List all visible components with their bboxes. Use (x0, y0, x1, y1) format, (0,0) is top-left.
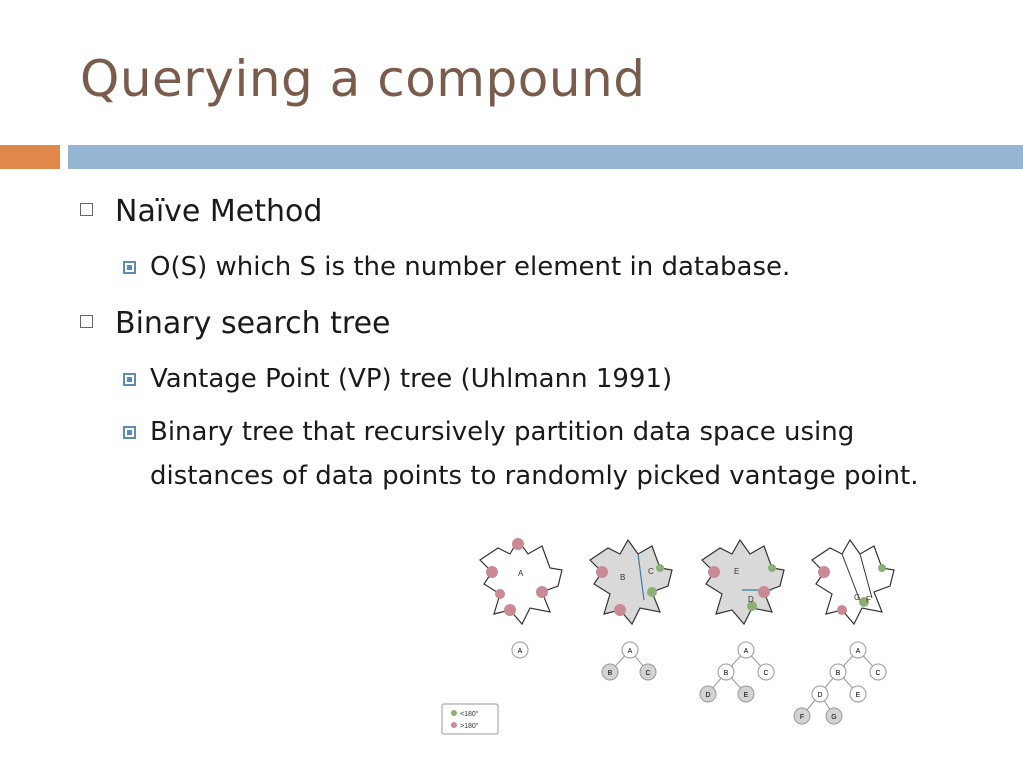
space-panel-2 (590, 540, 672, 624)
svg-text:C: C (645, 670, 651, 677)
svg-text:A: A (855, 648, 861, 655)
space-panel-3 (702, 540, 784, 624)
legend-label: >180° (460, 723, 479, 730)
bullet-binary-search-tree: Binary search tree (115, 306, 390, 341)
svg-text:A: A (517, 648, 523, 655)
slide-title: Querying a compound (80, 50, 646, 108)
svg-text:F: F (799, 714, 805, 721)
svg-text:D: D (705, 692, 711, 699)
tree-2 (602, 642, 656, 680)
vp-tree-figure (440, 530, 910, 740)
bullet-naive-method: Naïve Method (115, 194, 322, 229)
sub-bullet-complexity: O(S) which S is the number element in database. (150, 245, 950, 289)
svg-text:C: C (763, 670, 769, 677)
sub-bullet-vp-description: Binary tree that recursively partition data space using distances of data points to randomly picked vantage point. (150, 410, 970, 498)
legend-label: <180° (460, 711, 479, 718)
region-label: B (620, 573, 626, 582)
svg-text:B: B (607, 670, 613, 677)
space-panel-4 (812, 540, 894, 624)
obtuse-angle-icon (451, 722, 457, 728)
region-label: F (866, 595, 871, 604)
sub-bullet-icon (123, 426, 136, 439)
region-label: C (648, 567, 654, 576)
region-label: D (748, 595, 754, 604)
region-label: A (518, 569, 524, 578)
sub-bullet-icon (123, 261, 136, 274)
bullet-square-icon (80, 203, 93, 216)
sub-bullet-vp-tree: Vantage Point (VP) tree (Uhlmann 1991) (150, 357, 970, 401)
bullet-square-icon (80, 315, 93, 328)
space-panel-1 (480, 538, 562, 624)
svg-text:A: A (743, 648, 749, 655)
title-divider-bar (68, 145, 1023, 169)
tree-1 (512, 642, 528, 658)
svg-text:E: E (855, 692, 861, 699)
tree-3 (700, 642, 774, 702)
title-accent-bar (0, 145, 60, 169)
svg-text:B: B (835, 670, 841, 677)
svg-text:A: A (627, 648, 633, 655)
angle-legend (442, 704, 498, 734)
svg-text:G: G (831, 714, 837, 721)
sub-bullet-icon (123, 373, 136, 386)
svg-text:E: E (743, 692, 749, 699)
acute-angle-icon (451, 710, 457, 716)
svg-text:D: D (817, 692, 823, 699)
tree-4 (794, 642, 886, 724)
region-label: G (854, 593, 861, 602)
region-label: E (734, 567, 740, 576)
svg-text:B: B (723, 670, 729, 677)
svg-text:C: C (875, 670, 881, 677)
